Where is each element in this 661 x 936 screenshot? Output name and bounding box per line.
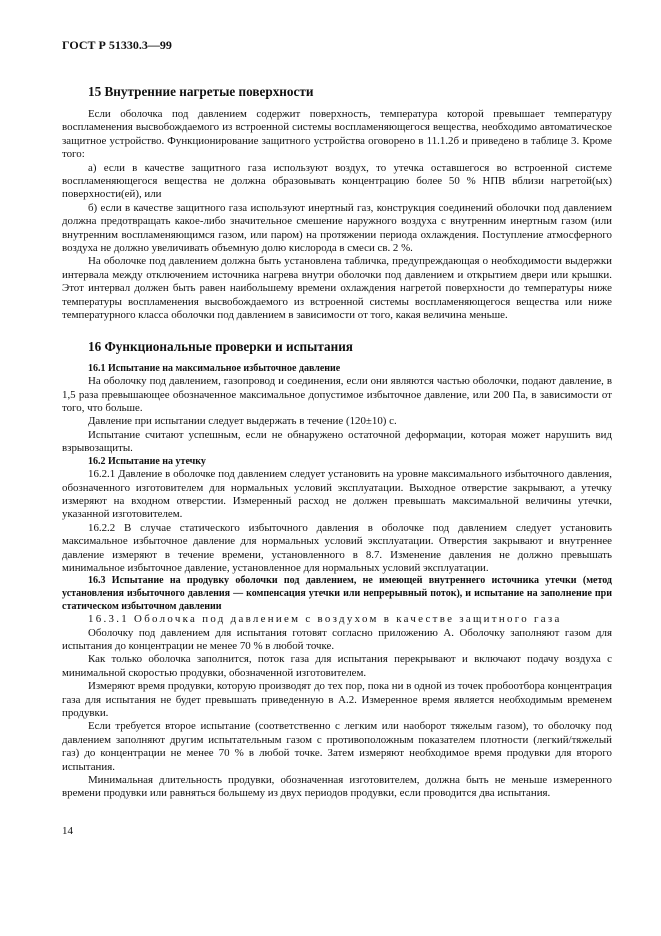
section-15-paragraph-1: Если оболочка под давлением содержит поверхность, температура которой превышает температуру воспламенения высвобождаемого из встроенной системы воспламеняющегося вещества, необходимо автоматическое защитное устройство. Функционирование защитного устройства оговорено в 11.1.2б и приведено в таблице 3. Кроме того:: [62, 108, 612, 161]
subsection-16-1-paragraph-1: На оболочку под давлением, газопровод и соединения, если они являются частью оболочки, подают давление, в 1,5 раза превышающее обозначенное максимальное допустимое избыточное давление, или 200 Па, в зависимости от того, что больше.: [62, 375, 612, 414]
section-16-title: 16 Функциональные проверки и испытания: [88, 338, 353, 354]
clause-16-2-1: 16.2.1 Давление в оболочке под давлением следует установить на уровне максимального избыточного давления, обозначенного изготовителем для нормальных условий эксплуатации. Выходное отверстие закрывают, а утечку измеряют на входном отверстии. Измеренный расход не должен превышать максимальной величины утечки, указанной изготовителем.: [62, 468, 612, 521]
subsection-16-1-paragraph-2: Давление при испытании следует выдержать в течение (120±10) с.: [88, 415, 397, 428]
subsection-16-1-paragraph-3: Испытание считают успешным, если не обнаружено остаточной деформации, которая может нарушить вид взрывозащиты.: [62, 428, 612, 455]
clause-16-2-2: 16.2.2 В случае статического избыточного давления в оболочке под давлением следует установить максимальное избыточное давление для нормальных условий эксплуатации. Отверстия закрывают и внутреннее давление измеряют в течение времени, установленного в 8.7. Изменение давления не должно превышать минимальное избыточное давление, установленное для нормальных условий эксплуатации.: [62, 521, 612, 574]
page-number: 14: [62, 825, 73, 837]
clause-16-3-1-paragraph-3: Измеряют время продувки, которую производят до тех пор, пока ни в одной из точек пробоотбора концентрация газа для испытания не будет превышать приведенную в А.2. Измеренное время является необходимым временем продувки.: [62, 680, 612, 719]
clause-16-3-1-paragraph-5: Минимальная длительность продувки, обозначенная изготовителем, должна быть не меньше измеренного времени продувки или равняться большему из двух периодов продувки, если проводится два испытания.: [62, 774, 612, 800]
document-page: [62, 38, 612, 801]
subsection-16-2-heading: 16.2 Испытание на утечку: [88, 455, 206, 467]
clause-16-3-1-heading: 16.3.1 Оболочка под давлением с воздухом в качестве защитного газа: [88, 613, 562, 626]
section-15-item-a: а) если в качестве защитного газа используют воздух, то утечка оставшегося во встроенной системе воспламеняющегося вещества не должна образовывать концентрацию более 50 % НПВ вблизи нагретой(ых) поверхности(ей), или: [62, 161, 612, 201]
section-15-item-b: б) если в качестве защитного газа используют инертный газ, конструкция соединений оболочки под давлением должна предотвращать какое-либо значительное смешение наружного воздуха с внутренним инертным газом (или внутренним воспламеняющимся газом, или паром) на протяжении периода охлаждения. Поступление атмосферного воздуха не должно увеличивать объемную долю кислорода в смеси св. 2 %.: [62, 201, 612, 255]
subsection-16-1-heading: 16.1 Испытание на максимальное избыточное давление: [88, 362, 341, 374]
document-header: ГОСТ Р 51330.3—99: [62, 38, 172, 52]
clause-16-3-1-paragraph-2: Как только оболочка заполнится, поток газа для испытания перекрывают и включают подачу воздуха с минимальной скоростью продувки, обозначенной изготовителем.: [62, 653, 612, 679]
section-15-title: 15 Внутренние нагретые поверхности: [88, 84, 314, 99]
clause-16-3-1-paragraph-1: Оболочку под давлением для испытания готовят согласно приложению А. Оболочку заполняют газом для испытания до концентрации не менее 70 % в любой точке.: [62, 626, 612, 652]
subsection-16-3-heading: 16.3 Испытание на продувку оболочки под давлением, не имеющей внутреннего источника утечки (метод установления избыточного давления — компенсация утечки или непрерывный поток), и испытание на заполнение при статическом избыточном давлении: [62, 575, 612, 612]
clause-16-3-1-paragraph-4: Если требуется второе испытание (соответственно с легким или наоборот тяжелым газом), то оболочку под давлением заполняют другим испытательным газом с противоположным показателем плотности (легкий/тяжелый газ) до концентрации не менее 70 % в любой точке. Затем измеряют необходимое время продувки для второго испытания.: [62, 720, 612, 773]
section-15-paragraph-2: На оболочке под давлением должна быть установлена табличка, предупреждающая о необходимости выдержки интервала между отключением источника нагрева внутри оболочки под давлением и открытием двери или крышки. Этот интервал должен быть равен наибольшему времени охлаждения нагретой поверхности до температуры ниже температуры воспламенения высвобождаемого из встроенной системы воспламеняющегося вещества или ниже температурного класса оболочки под давлением в зависимости от того, какая величина меньше.: [62, 255, 612, 322]
